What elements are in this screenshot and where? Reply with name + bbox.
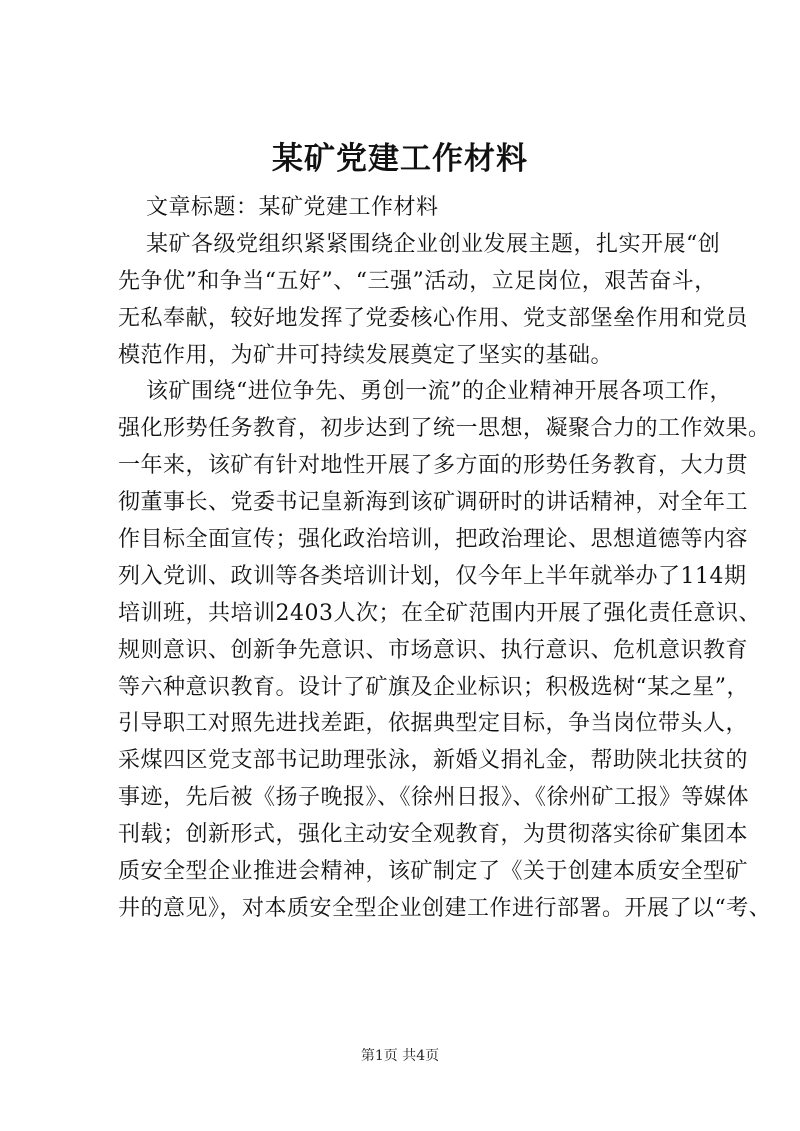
text-line: 无私奉献，较好地发挥了党委核心作用、党支部堡垒作用和党员 [118,305,749,331]
text-line: 作目标全面宣传；强化政治培训，把政治理论、思想道德等内容 [118,527,749,553]
text-line: 该矿围绕“进位争先、勇创一流”的企业精神开展各项工作， [146,379,732,405]
text-line: 规则意识、创新争先意识、市场意识、执行意识、危机意识教育 [118,637,749,663]
text-line: 采煤四区党支部书记助理张泳，新婚义捐礼金，帮助陕北扶贫的 [118,748,749,774]
text-line: 等六种意识教育。设计了矿旗及企业标识；积极选树“某之星”， [118,674,749,700]
text-line: 一年来，该矿有针对地性开展了多方面的形势任务教育，大力贯 [118,453,749,479]
text-line: 培训班，共培训2403人次；在全矿范围内开展了强化责任意识、 [118,600,761,626]
text-line: 质安全型企业推进会精神，该矿制定了《关于创建本质安全型矿 [118,859,749,885]
text-line: 模范作用，为矿井可持续发展奠定了坚实的基础。 [118,342,614,368]
document-body [118,190,772,928]
document-title: 某矿党建工作材料 [272,141,528,177]
text-line: 刊载；创新形式，强化主动安全观教育，为贯彻落实徐矿集团本 [118,822,749,848]
text-line: 引导职工对照先进找差距，依据典型定目标，争当岗位带头人， [118,711,749,737]
text-line: 事迹，先后被《扬子晚报》、《徐州日报》、《徐州矿工报》等媒体 [118,785,750,811]
text-line: 强化形势任务教育，初步达到了统一思想，凝聚合力的工作效果。 [118,416,771,442]
page-number: 第1页 共4页 [360,1048,440,1064]
text-line: 列入党训、政训等各类培训计划，仅今年上半年就举办了114期 [118,563,747,589]
text-line: 某矿各级党组织紧紧围绕企业创业发展主题，扎实开展“创 [146,231,721,257]
text-line: 彻董事长、党委书记皇新海到该矿调研时的讲话精神，对全年工 [118,490,749,516]
text-line: 先争优”和争当“五好”、“三强”活动，立足岗位，艰苦奋斗， [118,268,717,294]
text-line: 井的意见》，对本质安全型企业创建工作进行部署。开展了以“考、 [118,895,772,921]
text-line: 文章标题：某矿党建工作材料 [146,195,439,220]
